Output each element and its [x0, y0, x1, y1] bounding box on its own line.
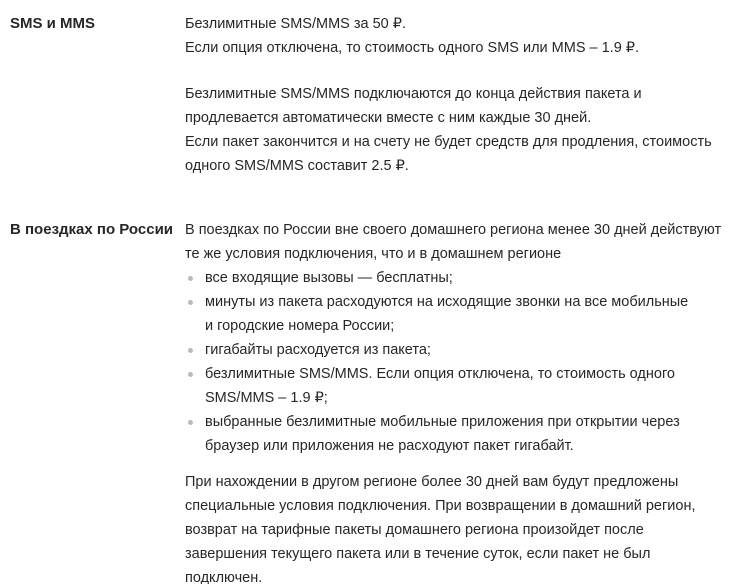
bullet-item	[185, 290, 731, 338]
bullet-item	[185, 338, 731, 362]
bullet-dot-icon	[188, 372, 193, 377]
section-content	[185, 12, 731, 178]
paragraph	[185, 218, 731, 266]
section-content	[185, 218, 731, 584]
text-line: подключен.	[185, 570, 263, 584]
text-line: все входящие вызовы — бесплатны;	[205, 270, 453, 286]
text-line: выбранные безлимитные мобильные приложения при открытии через	[205, 414, 680, 430]
text-line: браузер или приложения не расходуют пакет гигабайт.	[205, 438, 574, 454]
text-line: Безлимитные SMS/MMS за 50 ₽.	[185, 16, 406, 32]
bullet-item	[185, 362, 731, 410]
text-line: специальные условия подключения. При возвращении в домашний регион,	[185, 498, 696, 514]
text-line: минуты из пакета расходуются на исходящие звонки на все мобильные	[205, 294, 689, 310]
bullet-dot-icon	[188, 420, 193, 425]
text-line: и городские номера России;	[205, 318, 395, 334]
text-line: гигабайты расходуется из пакета;	[205, 342, 431, 358]
text-line: Если пакет закончится и на счету не будет средств для продления, стоимость	[185, 134, 712, 150]
section-label: В поездках по России	[10, 221, 174, 238]
text-line: возврат на тарифные пакеты домашнего региона произойдет после	[185, 522, 644, 538]
paragraph	[185, 12, 731, 60]
text-line: Если опция отключена, то стоимость одного SMS или MMS – 1.9 ₽.	[185, 40, 640, 56]
bullet-item	[185, 266, 731, 290]
text-line: SMS/MMS – 1.9 ₽;	[205, 390, 328, 406]
paragraph	[185, 470, 731, 584]
bullet-text	[205, 290, 688, 338]
text-line: продлевается автоматически вместе с ним каждые 30 дней.	[185, 110, 592, 126]
bullet-list	[185, 266, 731, 458]
text-line: безлимитные SMS/MMS. Если опция отключена, то стоимость одного	[205, 366, 675, 382]
bullet-text	[205, 410, 680, 458]
bullet-text	[205, 362, 675, 410]
bullet-item	[185, 410, 731, 458]
bullet-text	[205, 338, 431, 362]
text-line: одного SMS/MMS составит 2.5 ₽.	[185, 158, 409, 174]
bullet-text	[205, 266, 453, 290]
bullet-dot-icon	[188, 348, 193, 353]
bullet-dot-icon	[188, 276, 193, 281]
section-travel-russia	[10, 218, 731, 584]
text-line: завершения текущего пакета или в течение суток, если пакет не был	[185, 546, 651, 562]
paragraph	[185, 82, 731, 178]
section-sms-mms	[10, 12, 731, 178]
section-label: SMS и MMS	[10, 15, 96, 32]
text-line: те же условия подключения, что и в домашнем регионе	[185, 246, 562, 262]
text-line: В поездках по России вне своего домашнего региона менее 30 дней действуют	[185, 222, 722, 238]
bullet-dot-icon	[188, 300, 193, 305]
text-line: При нахождении в другом регионе более 30 дней вам будут предложены	[185, 474, 679, 490]
text-line: Безлимитные SMS/MMS подключаются до конца действия пакета и	[185, 86, 642, 102]
